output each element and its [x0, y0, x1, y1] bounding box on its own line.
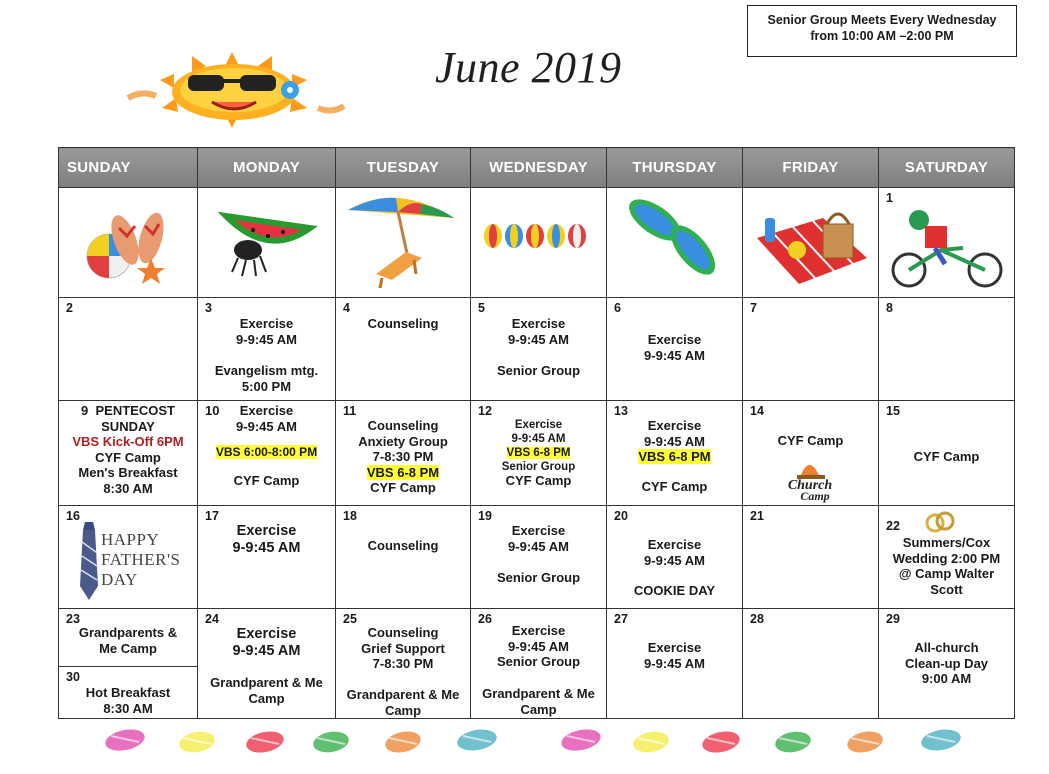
fathers-day-card [101, 530, 181, 590]
weekday-tuesday: TUESDAY [336, 148, 471, 188]
calendar-cell-june-10 [198, 401, 336, 506]
svg-text:Church: Church [787, 478, 833, 493]
day-number: 15 [886, 404, 900, 418]
day-events [471, 316, 606, 379]
event-text [59, 403, 197, 419]
beach-umbrella-chair-icon [336, 188, 470, 292]
event-text: 9-9:45 AM [644, 552, 705, 568]
calendar-cell-june-11 [336, 401, 471, 506]
day-events [198, 523, 335, 557]
calendar-cell-empty [471, 188, 607, 298]
weekday-wednesday: WEDNESDAY [471, 148, 607, 188]
day-events [336, 538, 470, 554]
event-text: VBS 6-8 PM [638, 449, 711, 464]
day-number: 6 [614, 301, 621, 315]
event-text: @ Camp Walter [898, 566, 995, 581]
necktie-icon [79, 522, 99, 602]
day-events [336, 316, 470, 332]
event-text: 9-9:45 AM [232, 540, 301, 556]
day-events [879, 535, 1014, 597]
calendar-cell-june-13 [607, 401, 743, 506]
event-text: 9-9:45 AM [644, 433, 705, 449]
event-text: CYF Camp [370, 480, 436, 495]
day-number: 26 [478, 612, 492, 626]
card-text: HAPPY [101, 530, 160, 549]
event-text: 9-9:45 AM [236, 331, 297, 347]
weekday-thursday: THURSDAY [607, 148, 743, 188]
event-text: Me Camp [99, 640, 157, 656]
event-text: COOKIE DAY [633, 583, 716, 598]
calendar-cell-june-19 [471, 506, 607, 609]
calendar-cell-june-26 [471, 609, 607, 719]
event-text: CYF Camp [913, 449, 980, 464]
event-text: PENTECOST [95, 403, 175, 418]
calendar-week-4 [59, 609, 1015, 719]
event-text: Senior Group [496, 570, 581, 585]
day-number: 18 [343, 509, 357, 523]
day-number: 1 [886, 191, 893, 205]
day-events [198, 316, 335, 394]
card-text: DAY [101, 570, 138, 589]
weekday-saturday: SATURDAY [879, 148, 1015, 188]
event-text: Grief Support [361, 640, 445, 656]
day-number: 7 [750, 301, 757, 315]
weekday-friday: FRIDAY [743, 148, 879, 188]
event-text: Counseling [367, 418, 439, 433]
calendar-cell-june-28 [743, 609, 879, 719]
event-text: Exercise [236, 626, 297, 642]
event-text: Scott [930, 581, 963, 597]
calendar-cell-june-4 [336, 298, 471, 401]
calendar-cell-june-25 [336, 609, 471, 719]
day-number: 23 [66, 612, 80, 626]
event-text: Summers/Cox [902, 535, 991, 550]
calendar-cell-june-9 [59, 401, 198, 506]
event-text: Counseling [367, 538, 439, 553]
day-events [336, 418, 470, 496]
event-text: 9-9:45 AM [511, 433, 566, 445]
day-events [59, 625, 197, 656]
wedding-rings-icon [921, 508, 961, 534]
event-text: 5:00 PM [241, 378, 292, 394]
day-number: 16 [66, 509, 80, 523]
event-text: Hot Breakfast [85, 685, 171, 700]
calendar-cell-june-27 [607, 609, 743, 719]
calendar-cell-june-15 [879, 401, 1015, 506]
day-events [471, 623, 606, 670]
event-text: Exercise [236, 523, 297, 539]
day-events [336, 687, 470, 718]
day-number: 13 [614, 404, 628, 418]
event-text: Exercise [647, 418, 702, 433]
calendar-week-1 [59, 298, 1015, 401]
flip-flops-border-icon [85, 722, 985, 762]
watermelon-ant-icon [198, 188, 335, 292]
day-number: 21 [750, 509, 764, 523]
event-text: CYF Camp [777, 433, 844, 448]
day-events [59, 685, 197, 716]
calendar-cell-june-14 [743, 401, 879, 506]
day-events [743, 433, 878, 449]
day-number: 8 [886, 301, 893, 315]
calendar-cell-june-7 [743, 298, 879, 401]
event-text: Exercise [239, 403, 294, 418]
event-text: Grandparent & Me [482, 686, 595, 701]
day-number: 25 [343, 612, 357, 626]
event-text: Senior Group [501, 461, 576, 473]
event-text: Exercise [511, 316, 566, 331]
event-text: Exercise [647, 332, 702, 347]
calendar-week-0 [59, 188, 1015, 298]
event-text: 9-9:45 AM [508, 331, 569, 347]
day-number: 17 [205, 509, 219, 523]
event-text: Exercise [239, 316, 294, 331]
event-text: CYF Camp [641, 478, 708, 494]
cell-divider [59, 666, 197, 667]
event-text: VBS 6-8 PM [506, 447, 571, 459]
day-number: 20 [614, 509, 628, 523]
calendar-cell-june-29 [879, 609, 1015, 719]
church-camp-logo-icon [743, 453, 878, 503]
event-text: Men's Breakfast [78, 465, 178, 480]
day-events [198, 675, 335, 706]
event-text [198, 403, 335, 419]
calendar-grid [58, 147, 1015, 719]
day-number: 5 [478, 301, 485, 315]
calendar-cell-empty [59, 188, 198, 298]
event-text: Counseling [367, 625, 439, 640]
event-text: Wedding 2:00 PM [892, 550, 1001, 566]
day-events [59, 403, 197, 496]
day-events [607, 332, 742, 363]
calendar-cell-june-22 [879, 506, 1015, 609]
event-text: Clean-up Day [904, 655, 989, 671]
day-events [336, 625, 470, 672]
day-number: 2 [66, 301, 73, 315]
weekday-sunday: SUNDAY [59, 148, 198, 188]
event-text: 9-9:45 AM [644, 347, 705, 363]
day-events [607, 418, 742, 494]
day-events [607, 640, 742, 671]
day-number: 28 [750, 612, 764, 626]
calendar-cell-june-23-30 [59, 609, 198, 719]
day-number: 12 [478, 404, 492, 418]
event-text: Exercise [647, 640, 702, 655]
calendar-cell-june-18 [336, 506, 471, 609]
svg-text:Camp: Camp [800, 489, 830, 503]
event-text: Exercise [511, 523, 566, 538]
event-text: Exercise [511, 623, 566, 638]
calendar-cell-june-12 [471, 401, 607, 506]
event-text: 9-9:45 AM [232, 643, 301, 659]
day-number: 24 [205, 612, 219, 626]
beach-balls-icon [471, 188, 606, 292]
event-text: Senior Group [496, 654, 581, 669]
calendar-week-3 [59, 506, 1015, 609]
day-number: 19 [478, 509, 492, 523]
event-text: 8:30 AM [103, 700, 153, 716]
event-text: 9-9:45 AM [508, 638, 569, 654]
day-number: 29 [886, 612, 900, 626]
event-text: 9-9:45 AM [236, 418, 297, 434]
day-number: 10 [205, 403, 220, 418]
event-text: CYF Camp [505, 473, 572, 488]
calendar-cell-june-8 [879, 298, 1015, 401]
calendar-cell-june-21 [743, 506, 879, 609]
event-text: Camp [384, 702, 422, 718]
day-number: 9 [81, 403, 89, 418]
event-text: Grandparents & [78, 625, 178, 640]
day-number: 11 [343, 404, 357, 418]
event-text: VBS 6-8 PM [366, 464, 440, 480]
day-number: 30 [66, 670, 80, 684]
calendar-cell-empty [198, 188, 336, 298]
event-text: Senior Group [496, 363, 581, 378]
calendar-cell-june-17 [198, 506, 336, 609]
event-text: 9-9:45 AM [644, 655, 705, 671]
day-number: 22 [886, 519, 900, 533]
calendar-cell-june-20 [607, 506, 743, 609]
event-text: All-church [914, 640, 979, 655]
day-number: 27 [614, 612, 628, 626]
day-events [198, 626, 335, 660]
event-text: Exercise [514, 419, 563, 431]
event-text: 9:00 AM [921, 671, 972, 686]
event-text: SUNDAY [101, 418, 155, 434]
event-text: CYF Camp [95, 449, 161, 465]
day-events [879, 449, 1014, 465]
day-events [471, 418, 606, 488]
day-events [471, 523, 606, 586]
event-text: Anxiety Group [358, 433, 448, 449]
card-text: FATHER'S [101, 550, 181, 569]
picnic-basket-icon [743, 188, 878, 292]
day-events [471, 686, 606, 717]
calendar-cell-empty [607, 188, 743, 298]
calendar-cell-june-16 [59, 506, 198, 609]
sun-sunglasses-icon [122, 50, 352, 130]
calendar-cell-june-6 [607, 298, 743, 401]
event-text: Camp [248, 690, 285, 706]
event-text: 7-8:30 PM [372, 656, 434, 671]
calendar-cell-june-2 [59, 298, 198, 401]
event-text: 9-9:45 AM [508, 538, 569, 554]
event-text: 8:30 AM [103, 480, 153, 496]
day-number: 3 [205, 301, 212, 315]
weekday-monday: MONDAY [198, 148, 336, 188]
day-events [198, 403, 335, 488]
event-text: VBS 6:00-8:00 PM [215, 445, 318, 459]
weekday-header-row [59, 148, 1015, 188]
event-text: Evangelism mtg. [214, 363, 319, 378]
notice-line-2: from 10:00 AM –2:00 PM [810, 29, 954, 43]
event-text: Grandparent & Me [346, 687, 460, 702]
calendar-cell-empty [336, 188, 471, 298]
event-text: Exercise [647, 537, 702, 552]
calendar-cell-empty [743, 188, 879, 298]
event-text: Counseling [367, 316, 439, 331]
event-text: CYF Camp [233, 472, 300, 488]
green-flip-flops-icon [607, 188, 742, 292]
day-number: 14 [750, 404, 764, 418]
day-number: 4 [343, 301, 350, 315]
calendar-cell-june-1 [879, 188, 1015, 298]
day-events [607, 537, 742, 599]
event-text: VBS Kick-Off 6PM [72, 434, 184, 449]
calendar-cell-june-3 [198, 298, 336, 401]
senior-group-notice [747, 5, 1017, 57]
calendar-title: June 2019 [435, 43, 622, 92]
event-text: Camp [520, 701, 557, 717]
event-text: 7-8:30 PM [372, 449, 434, 464]
calendar-week-2 [59, 401, 1015, 506]
calendar-cell-june-24 [198, 609, 336, 719]
event-text: Grandparent & Me [210, 675, 323, 690]
kid-bicycle-icon [879, 188, 1015, 292]
calendar-cell-june-5 [471, 298, 607, 401]
beach-ball-flip-flops-icon [59, 188, 197, 292]
day-events [879, 640, 1014, 687]
notice-line-1: Senior Group Meets Every Wednesday [767, 13, 997, 27]
